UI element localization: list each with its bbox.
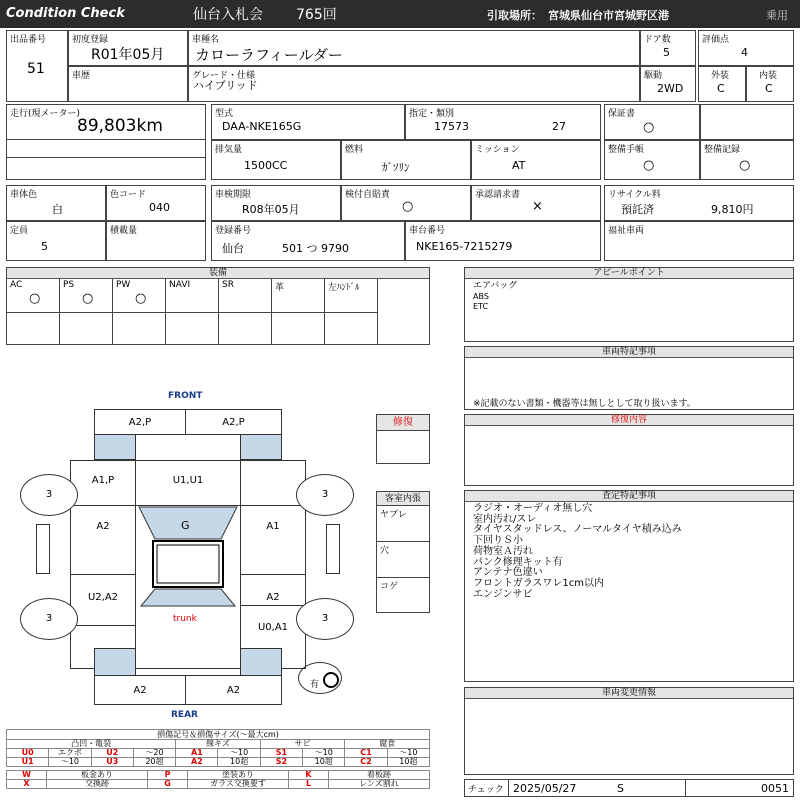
load-box: 積載量 xyxy=(106,221,206,261)
blank-box-1 xyxy=(700,104,794,140)
special-notes-title: 車両特記事項 xyxy=(465,347,793,358)
legend-row-3: W 板金あり P 塗装あり K 着板跡 xyxy=(7,771,430,780)
equipment-label: AC xyxy=(10,280,23,290)
front-bumper-left: A2,P xyxy=(94,409,186,435)
chassis-number: NKE165-7215279 xyxy=(416,240,513,253)
list-item: パンク修理キット有 xyxy=(473,556,563,568)
list-item: ラジオ・オーディオ無し穴 xyxy=(473,503,593,514)
doors: 5 xyxy=(663,46,670,59)
list-item: フロントガラスワレ1cm以内 xyxy=(473,577,605,589)
rear-label: REAR xyxy=(171,710,198,720)
equipment-mark: ○ xyxy=(82,291,94,306)
registration-number-box: 登録番号 仙台 501 つ 9790 xyxy=(211,221,405,261)
front-door-left: A2 xyxy=(70,505,136,575)
appeal-title: アピールポイント xyxy=(465,268,793,279)
interior-grade: C xyxy=(765,82,773,95)
score-box: 評価点 4 xyxy=(698,30,794,66)
pickup-location: 宮城県仙台市宮城野区港 xyxy=(548,9,669,22)
cabin-box xyxy=(376,491,430,613)
transfer-request-box: 承認請求書 × xyxy=(471,185,601,221)
trunk-label: trunk xyxy=(173,614,197,624)
rear-bumper-right: A2 xyxy=(185,675,282,705)
equipment-label: 左ﾊﾝﾄﾞﾙ xyxy=(328,283,360,293)
legend-row-1: U0 エクボ U2 〜20 A1 〜10 S1 〜10 C1 〜10 xyxy=(7,749,430,758)
list-item: エンジンサビ xyxy=(473,588,533,600)
cabin-item-hole: 穴 xyxy=(380,546,390,556)
category: 乗用 xyxy=(766,9,788,22)
equipment-item xyxy=(219,279,272,344)
capacity: 5 xyxy=(41,240,48,253)
displacement-box: 排気量 1500CC xyxy=(211,140,341,180)
drive-box: 駆動 2WD xyxy=(640,66,696,102)
taillight-right xyxy=(241,649,281,675)
history-box: 車歴 xyxy=(68,66,188,102)
maintenance-book: ○ xyxy=(643,158,655,173)
check-label: チェック xyxy=(468,785,504,795)
headlight-left xyxy=(95,435,135,459)
check-bar xyxy=(464,779,794,797)
list-item: ABS xyxy=(473,291,489,301)
front-bumper-right: A2,P xyxy=(185,409,282,435)
change-info-title: 車両変更情報 xyxy=(465,688,793,699)
front-label: FRONT xyxy=(168,391,203,401)
grade-box: グレード・仕様 ハイブリッド xyxy=(188,66,640,102)
capacity-box: 定員 5 xyxy=(6,221,106,261)
mileage-box: 走行(現メーター) 89,803km xyxy=(6,104,206,180)
transfer-request: × xyxy=(532,199,543,214)
wheel-rear-right: 3 xyxy=(296,598,354,640)
list-item: 荷物室Ａ汚れ xyxy=(473,545,533,557)
color-code: 040 xyxy=(149,201,170,214)
headlight-right xyxy=(241,435,281,459)
transmission-box: ミッション AT xyxy=(471,140,601,180)
wheel-front-right: 3 xyxy=(296,474,354,516)
maintenance-record-box: 整備記録 ○ xyxy=(700,140,794,180)
equipment-label: PW xyxy=(116,280,131,290)
registration-area: 仙台 xyxy=(222,242,244,255)
warranty: ○ xyxy=(643,120,655,135)
model-name: カローラフィールダー xyxy=(195,46,343,64)
list-item: エアバッグ xyxy=(473,281,518,291)
insurance-box: 検付自賠責 ○ xyxy=(341,185,471,221)
doors-box: ドア数 5 xyxy=(640,30,696,66)
appeal-section xyxy=(464,267,794,342)
recycle-status: 預託済 xyxy=(621,203,654,216)
equipment-item xyxy=(60,279,113,344)
maintenance-book-box: 整備手帳 ○ xyxy=(604,140,700,180)
body-color: 白 xyxy=(52,203,63,216)
lot-number-box: 出品番号 51 xyxy=(6,30,68,102)
list-item: アンテナ色違い xyxy=(473,567,543,579)
repair-details-section xyxy=(464,414,794,486)
spare-tire-label: 有 xyxy=(310,680,320,690)
wheel-front-left: 3 xyxy=(20,474,78,516)
displacement: 1500CC xyxy=(244,159,288,172)
list-item: 室内汚れ/スレ xyxy=(473,513,537,525)
front-door-right: A1 xyxy=(240,505,306,575)
auction-name: 仙台入札会 xyxy=(193,7,263,23)
fuel-box: 燃料 ｶﾞｿﾘﾝ xyxy=(341,140,471,180)
chassis-number-box: 車台番号 NKE165-7215279 xyxy=(405,221,601,261)
designation-box: 指定・類別 17573 27 xyxy=(405,104,601,140)
taillight-left xyxy=(95,649,135,675)
cabin-item-burn: コゲ xyxy=(380,582,399,592)
color-code-box: 色コード 040 xyxy=(106,185,206,221)
exterior-box: 外装 C xyxy=(698,66,746,102)
list-item: タイヤスタッドレス、ノーマルタイヤ積み込み xyxy=(473,524,682,536)
rear-door-right: A2 xyxy=(240,574,306,626)
wheel-rear-left: 3 xyxy=(20,598,78,640)
inspector-notes-title: 査定特記事項 xyxy=(465,491,793,502)
welfare-box: 福祉車両 xyxy=(604,221,794,261)
legend-group-rust: サビ xyxy=(260,740,345,749)
equipment-item xyxy=(325,279,378,344)
body-color-box: 車体色 白 xyxy=(6,185,106,221)
inspection-box: 車検期限 R08年05月 xyxy=(211,185,341,221)
equipment-label: 革 xyxy=(275,283,285,293)
designation-number: 17573 xyxy=(434,120,469,133)
lot-number: 51 xyxy=(27,61,45,77)
equipment-section xyxy=(6,267,430,345)
equipment-label: PS xyxy=(63,280,75,290)
list-item: ETC xyxy=(473,302,489,311)
appeal-list xyxy=(473,281,517,313)
legend-row-2: U1 〜10 U3 20超 A2 10超 S2 10超 C2 10超 xyxy=(7,758,430,767)
grade: ハイブリッド xyxy=(193,79,258,92)
roof-mark: G xyxy=(181,519,190,532)
rear-door-left: U2,A2 xyxy=(70,574,136,626)
transmission: AT xyxy=(512,159,526,172)
first-registration-box: 初度登録 R01年05月 xyxy=(68,30,188,66)
equipment-mark: ○ xyxy=(135,291,147,306)
check-number: 0051 xyxy=(761,782,789,795)
mirror-right xyxy=(326,524,340,574)
recycle-box: リサイクル料 預託済 9,810円 xyxy=(604,185,794,221)
repair-details-title: 修復内容 xyxy=(465,415,793,426)
equipment-mark: ○ xyxy=(29,291,41,306)
model-name-box: 車種名 カローラフィールダー xyxy=(188,30,640,66)
header-bar xyxy=(0,0,800,28)
change-info-section xyxy=(464,687,794,775)
repair-title: 修復 xyxy=(377,415,429,431)
special-notes-text: ※記載のない書類・機器等は無しとして取り扱います。 xyxy=(473,399,696,409)
legend-group-corrosion: 腐食 xyxy=(345,740,430,749)
warranty-box: 保証書 ○ xyxy=(604,104,700,140)
equipment-item xyxy=(113,279,166,344)
exterior-grade: C xyxy=(717,82,725,95)
registration-number: 501 つ 9790 xyxy=(282,242,349,255)
damage-legend xyxy=(6,729,430,789)
first-registration: R01年05月 xyxy=(91,47,165,63)
inspector-notes-list xyxy=(473,504,682,600)
spare-tire-icon xyxy=(323,672,339,688)
special-notes-section xyxy=(464,346,794,410)
list-item: 下回りＳ小 xyxy=(473,535,523,547)
legend-title: 損傷記号＆損傷サイズ(〜最大cm) xyxy=(6,729,430,739)
quarter-right: U0,A1 xyxy=(240,605,306,669)
equipment-item xyxy=(272,279,325,344)
session-number: 765回 xyxy=(296,7,337,23)
recycle-amount: 9,810円 xyxy=(711,203,754,216)
inspector-notes-section xyxy=(464,490,794,682)
hood: U1,U1 xyxy=(135,460,241,506)
mirror-left xyxy=(36,524,50,574)
model-code-box: 型式 DAA-NKE165G xyxy=(211,104,405,140)
check-inspector: S xyxy=(617,782,624,795)
mileage: 89,803km xyxy=(77,116,163,136)
repair-box xyxy=(376,414,430,464)
equipment-label: SR xyxy=(222,280,234,290)
front-fender-left: A1,P xyxy=(70,460,136,506)
equipment-title: 装備 xyxy=(7,268,429,279)
equipment-item xyxy=(7,279,60,344)
check-date: 2025/05/27 xyxy=(513,782,577,795)
equipment-item xyxy=(166,279,219,344)
equipment-label: NAVI xyxy=(169,280,191,290)
cabin-title: 客室内張 xyxy=(377,492,429,506)
insurance: ○ xyxy=(402,199,414,214)
inspection-expiry: R08年05月 xyxy=(242,203,300,216)
pickup-label: 引取場所： xyxy=(487,9,542,22)
legend-row-4: X 交換跡 G ガラス交換要す L レンズ割れ xyxy=(7,780,430,789)
maintenance-record: ○ xyxy=(739,158,751,173)
drive: 2WD xyxy=(657,82,684,95)
fuel: ｶﾞｿﾘﾝ xyxy=(382,161,410,174)
brand-title: Condition Check xyxy=(6,6,125,21)
rear-bumper-left: A2 xyxy=(94,675,186,705)
score: 4 xyxy=(741,46,748,59)
cabin-item-tear: ヤブレ xyxy=(380,510,407,520)
interior-box: 内装 C xyxy=(746,66,794,102)
model-code: DAA-NKE165G xyxy=(222,120,302,133)
legend-group-dent: 凸凹・亀裂 xyxy=(7,740,176,749)
category-number: 27 xyxy=(552,120,566,133)
legend-group-scratch: 線キズ xyxy=(176,740,261,749)
